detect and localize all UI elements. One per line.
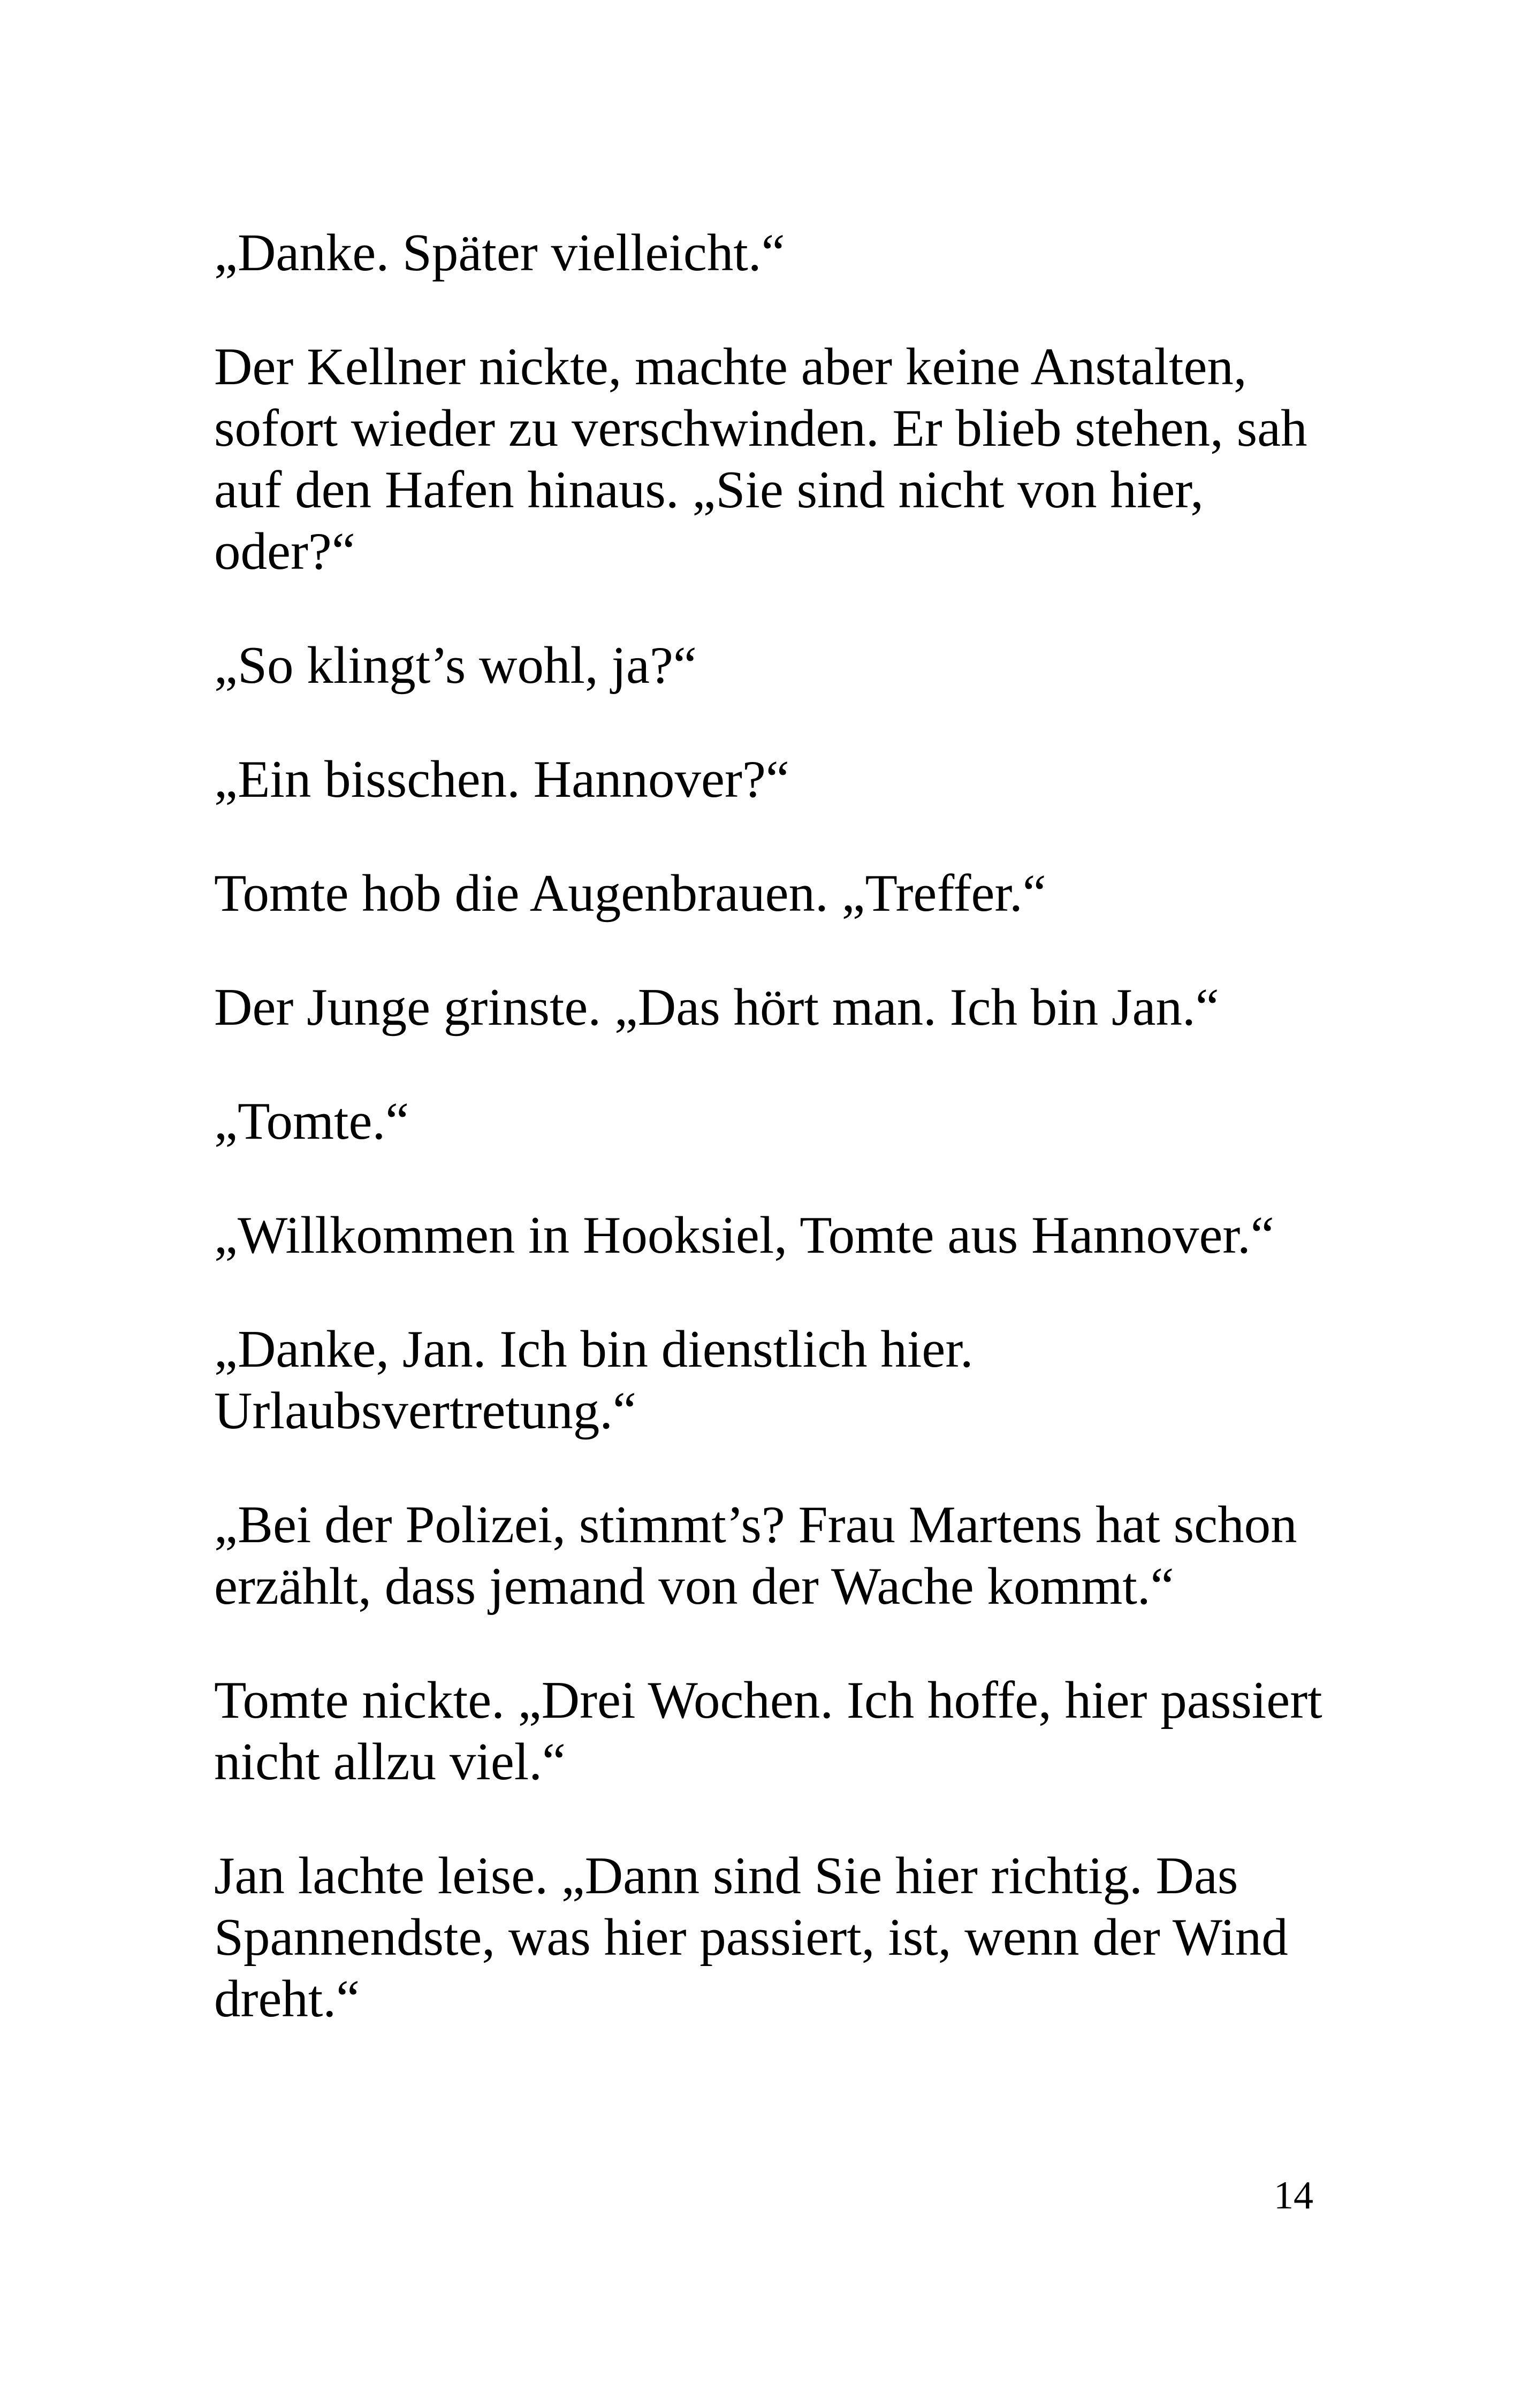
paragraph: „Ein bisschen. Hannover?“ bbox=[214, 750, 789, 809]
paragraph: Jan lachte leise. „Dann sind Sie hier richtig. Das Spannendste, was hier passiert, ist, wenn der Wind dreht.“ bbox=[214, 1847, 1288, 2028]
paragraph: Tomte nickte. „Drei Wochen. Ich hoffe, hier passiert nicht allzu viel.“ bbox=[214, 1671, 1322, 1791]
paragraph: Tomte hob die Augenbrauen. „Treffer.“ bbox=[214, 864, 1046, 923]
paragraph: „Willkommen in Hooksiel, Tomte aus Hannover.“ bbox=[214, 1206, 1274, 1264]
paragraph: „Danke, Jan. Ich bin dienstlich hier. Urlaubsvertretung.“ bbox=[214, 1320, 974, 1440]
body-text bbox=[214, 222, 1327, 2082]
paragraph: Der Junge grinste. „Das hört man. Ich bin Jan.“ bbox=[214, 978, 1219, 1037]
paragraph: „Danke. Später vielleicht.“ bbox=[214, 224, 785, 282]
paragraph: „Tomte.“ bbox=[214, 1092, 409, 1150]
page-number: 14 bbox=[1274, 2174, 1313, 2218]
paragraph: „So klingt’s wohl, ja?“ bbox=[214, 636, 697, 695]
paragraph: Der Kellner nickte, machte aber keine Anstalten, sofort wieder zu verschwinden. Er blieb stehen, sah auf den Hafen hinaus. „Sie sind nicht von hier, oder?“ bbox=[214, 338, 1307, 581]
paragraph: „Bei der Polizei, stimmt’s? Frau Martens hat schon erzählt, dass jemand von der Wache kommt.“ bbox=[214, 1496, 1297, 1616]
